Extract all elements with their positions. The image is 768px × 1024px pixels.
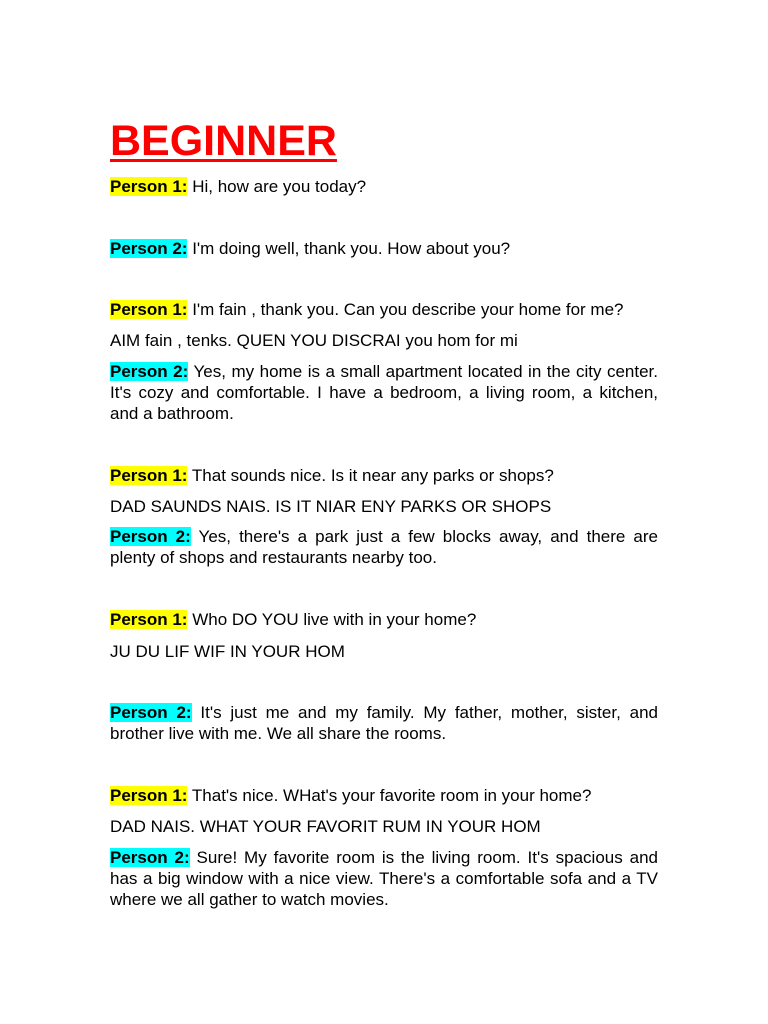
dialogue-line — [110, 847, 658, 910]
speaker-label: Person 1: — [110, 177, 188, 196]
dialogue-text: Yes, there's a park just a few blocks away, and there are plenty of shops and restaurants nearby too. — [110, 527, 658, 567]
pronunciation-line: AIM fain , tenks. QUEN YOU DISCRAI you hom for mi — [110, 331, 518, 350]
dialogue-text: I'm fain , thank you. Can you describe your home for me? — [187, 300, 624, 319]
speaker-label: Person 1: — [110, 466, 188, 485]
pronunciation-line: JU DU LIF WIF IN YOUR HOM — [110, 642, 345, 661]
pronunciation-line: DAD NAIS. WHAT YOUR FAVORIT RUM IN YOUR HOM — [110, 817, 541, 836]
dialogue-line — [110, 465, 658, 486]
speaker-label: Person 1: — [110, 300, 188, 319]
speaker-label: Person 2: — [110, 527, 191, 546]
speaker-label: Person 2: — [110, 362, 189, 381]
dialogue-text: Sure! My favorite room is the living room. It's spacious and has a big window with a nice view. There's a comfortable sofa and a TV where we all gather to watch movies. — [110, 848, 658, 909]
speaker-label: Person 1: — [110, 610, 188, 629]
dialogue-line — [110, 299, 658, 320]
speaker-label: Person 2: — [110, 848, 190, 867]
dialogue-text: That sounds nice. Is it near any parks or shops? — [187, 466, 554, 485]
speaker-label: Person 1: — [110, 786, 188, 805]
dialogue-text: Hi, how are you today? — [187, 177, 367, 196]
dialogue-text: I'm doing well, thank you. How about you? — [187, 239, 511, 258]
dialogue-text: That's nice. WHat's your favorite room in your home? — [187, 786, 592, 805]
dialogue-line — [110, 238, 658, 259]
speaker-label: Person 2: — [110, 239, 188, 258]
speaker-label: Person 2: — [110, 703, 192, 722]
dialogue-line — [110, 176, 658, 197]
page-title: BEGINNER — [110, 117, 337, 165]
dialogue-line — [110, 526, 658, 568]
dialogue-line — [110, 361, 658, 424]
dialogue-text: It's just me and my family. My father, mother, sister, and brother live with me. We all share the rooms. — [110, 703, 658, 743]
dialogue-line — [110, 702, 658, 744]
dialogue-line — [110, 609, 658, 630]
pronunciation-line: DAD SAUNDS NAIS. IS IT NIAR ENY PARKS OR SHOPS — [110, 497, 552, 516]
dialogue-text: Who DO YOU live with in your home? — [187, 610, 477, 629]
dialogue-line — [110, 785, 658, 806]
dialogue-text: Yes, my home is a small apartment located in the city center. It's cozy and comfortable. I have a bedroom, a living room, a kitchen, and a bathroom. — [110, 362, 658, 423]
